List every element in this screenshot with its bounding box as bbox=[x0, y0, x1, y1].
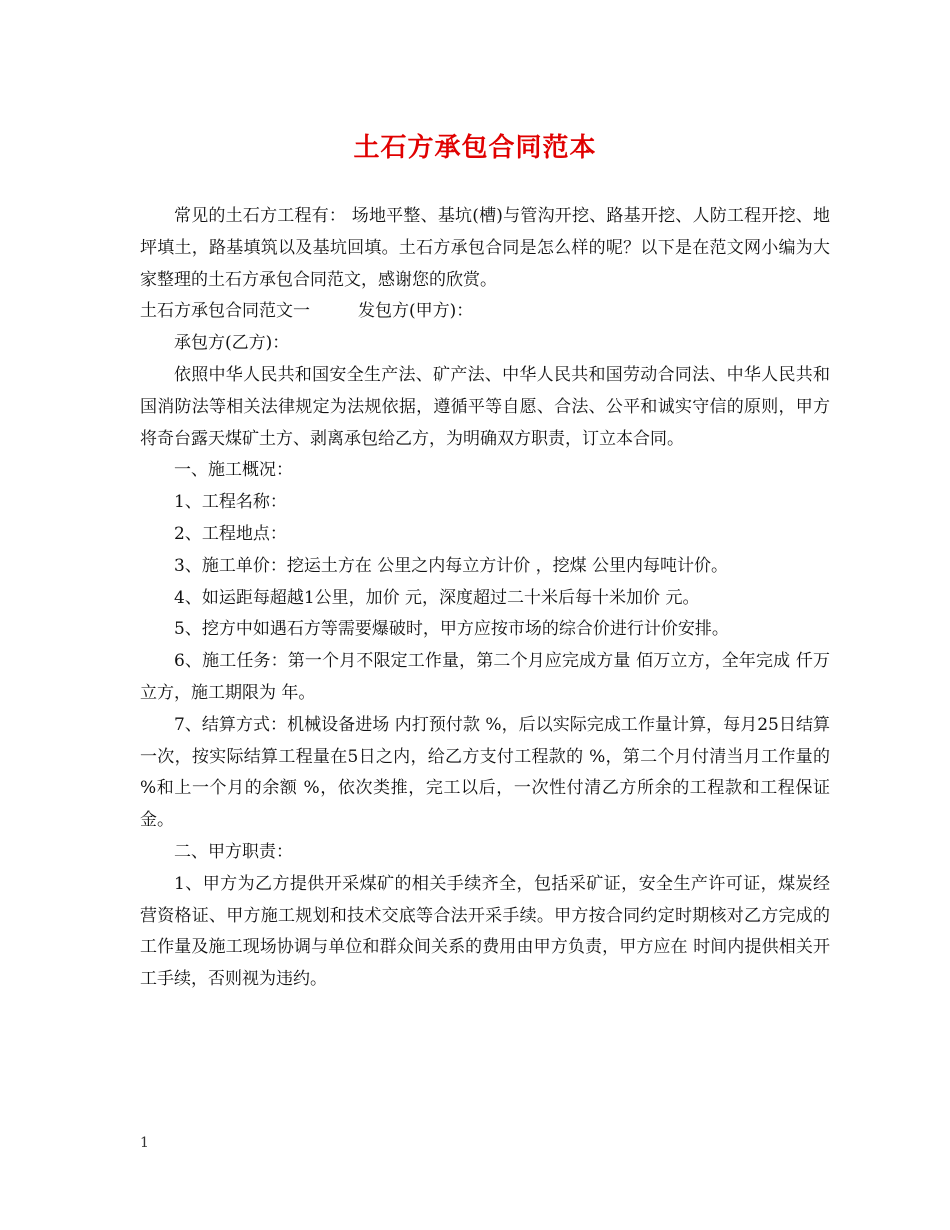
document-title: 土石方承包合同范本 bbox=[353, 133, 597, 163]
document-body bbox=[140, 201, 830, 996]
section-1-item: 1、工程名称： bbox=[174, 492, 287, 513]
section-1-heading: 一、施工概况： bbox=[174, 460, 293, 481]
basis-paragraph: 依照中华人民共和国安全生产法、矿产法、中华人民共和国劳动合同法、中华人民共和国消防法等相关法律规定为法规依据，遵循平等自愿、合法、公平和诚实守信的原则，甲方将奇台露天煤矿土方、剥离承包给乙方，为明确双方职责，订立本合同。 bbox=[140, 364, 830, 449]
section-1-item: 6、施工任务：第一个月不限定工作量，第二个月应完成方量 佰万立方，全年完成 仟万立方，施工期限为 年。 bbox=[140, 651, 830, 703]
intro-paragraph: 常见的土石方工程有： 场地平整、基坑(槽)与管沟开挖、路基开挖、人防工程开挖、地坪填土，路基填筑以及基坑回填。土石方承包合同是怎么样的呢？以下是在范文网小编为大家整理的土石方承包合同范文，感谢您的欣赏。 bbox=[140, 206, 830, 290]
party-a-label: 发包方(甲方)： bbox=[358, 301, 474, 322]
party-b-label: 承包方(乙方)： bbox=[174, 333, 290, 354]
section-1-item: 5、挖方中如遇石方等需要爆破时，甲方应按市场的综合价进行计价安排。 bbox=[174, 619, 729, 640]
section-1-item: 4、如运距每超越1公里，加价 元，深度超过二十米后每十米加价 元。 bbox=[174, 587, 700, 608]
section-1-item: 2、工程地点： bbox=[174, 523, 287, 544]
section-2-heading: 二、甲方职责： bbox=[174, 841, 293, 862]
sample-heading: 土石方承包合同范文一 bbox=[140, 301, 310, 322]
section-2-item: 1、甲方为乙方提供开采煤矿的相关手续齐全，包括采矿证，安全生产许可证，煤炭经营资格证、甲方施工规划和技术交底等合法开采手续。甲方按合同约定时期核对乙方完成的工作量及施工现场协调与单位和群众间关系的费用由甲方负责，甲方应在 时间内提供相关开工手续，否则视为违约。 bbox=[140, 873, 830, 990]
page-number: 1 bbox=[140, 1135, 149, 1151]
sample-heading-line bbox=[140, 296, 830, 328]
section-1-item: 3、施工单价：挖运土方在 公里之内每立方计价 ，挖煤 公里内每吨计价。 bbox=[174, 555, 729, 576]
section-1-item: 7、结算方式：机械设备进场 内打预付款 %，后以实际完成工作量计算，每月25日结算一次，按实际结算工程量在5日之内，给乙方支付工程款的 %，第二个月付清当月工作量的 %和上一个月的余额 %，依次类推，完工以后，一次性付清乙方所余的工程款和工程保证金。 bbox=[140, 714, 830, 831]
